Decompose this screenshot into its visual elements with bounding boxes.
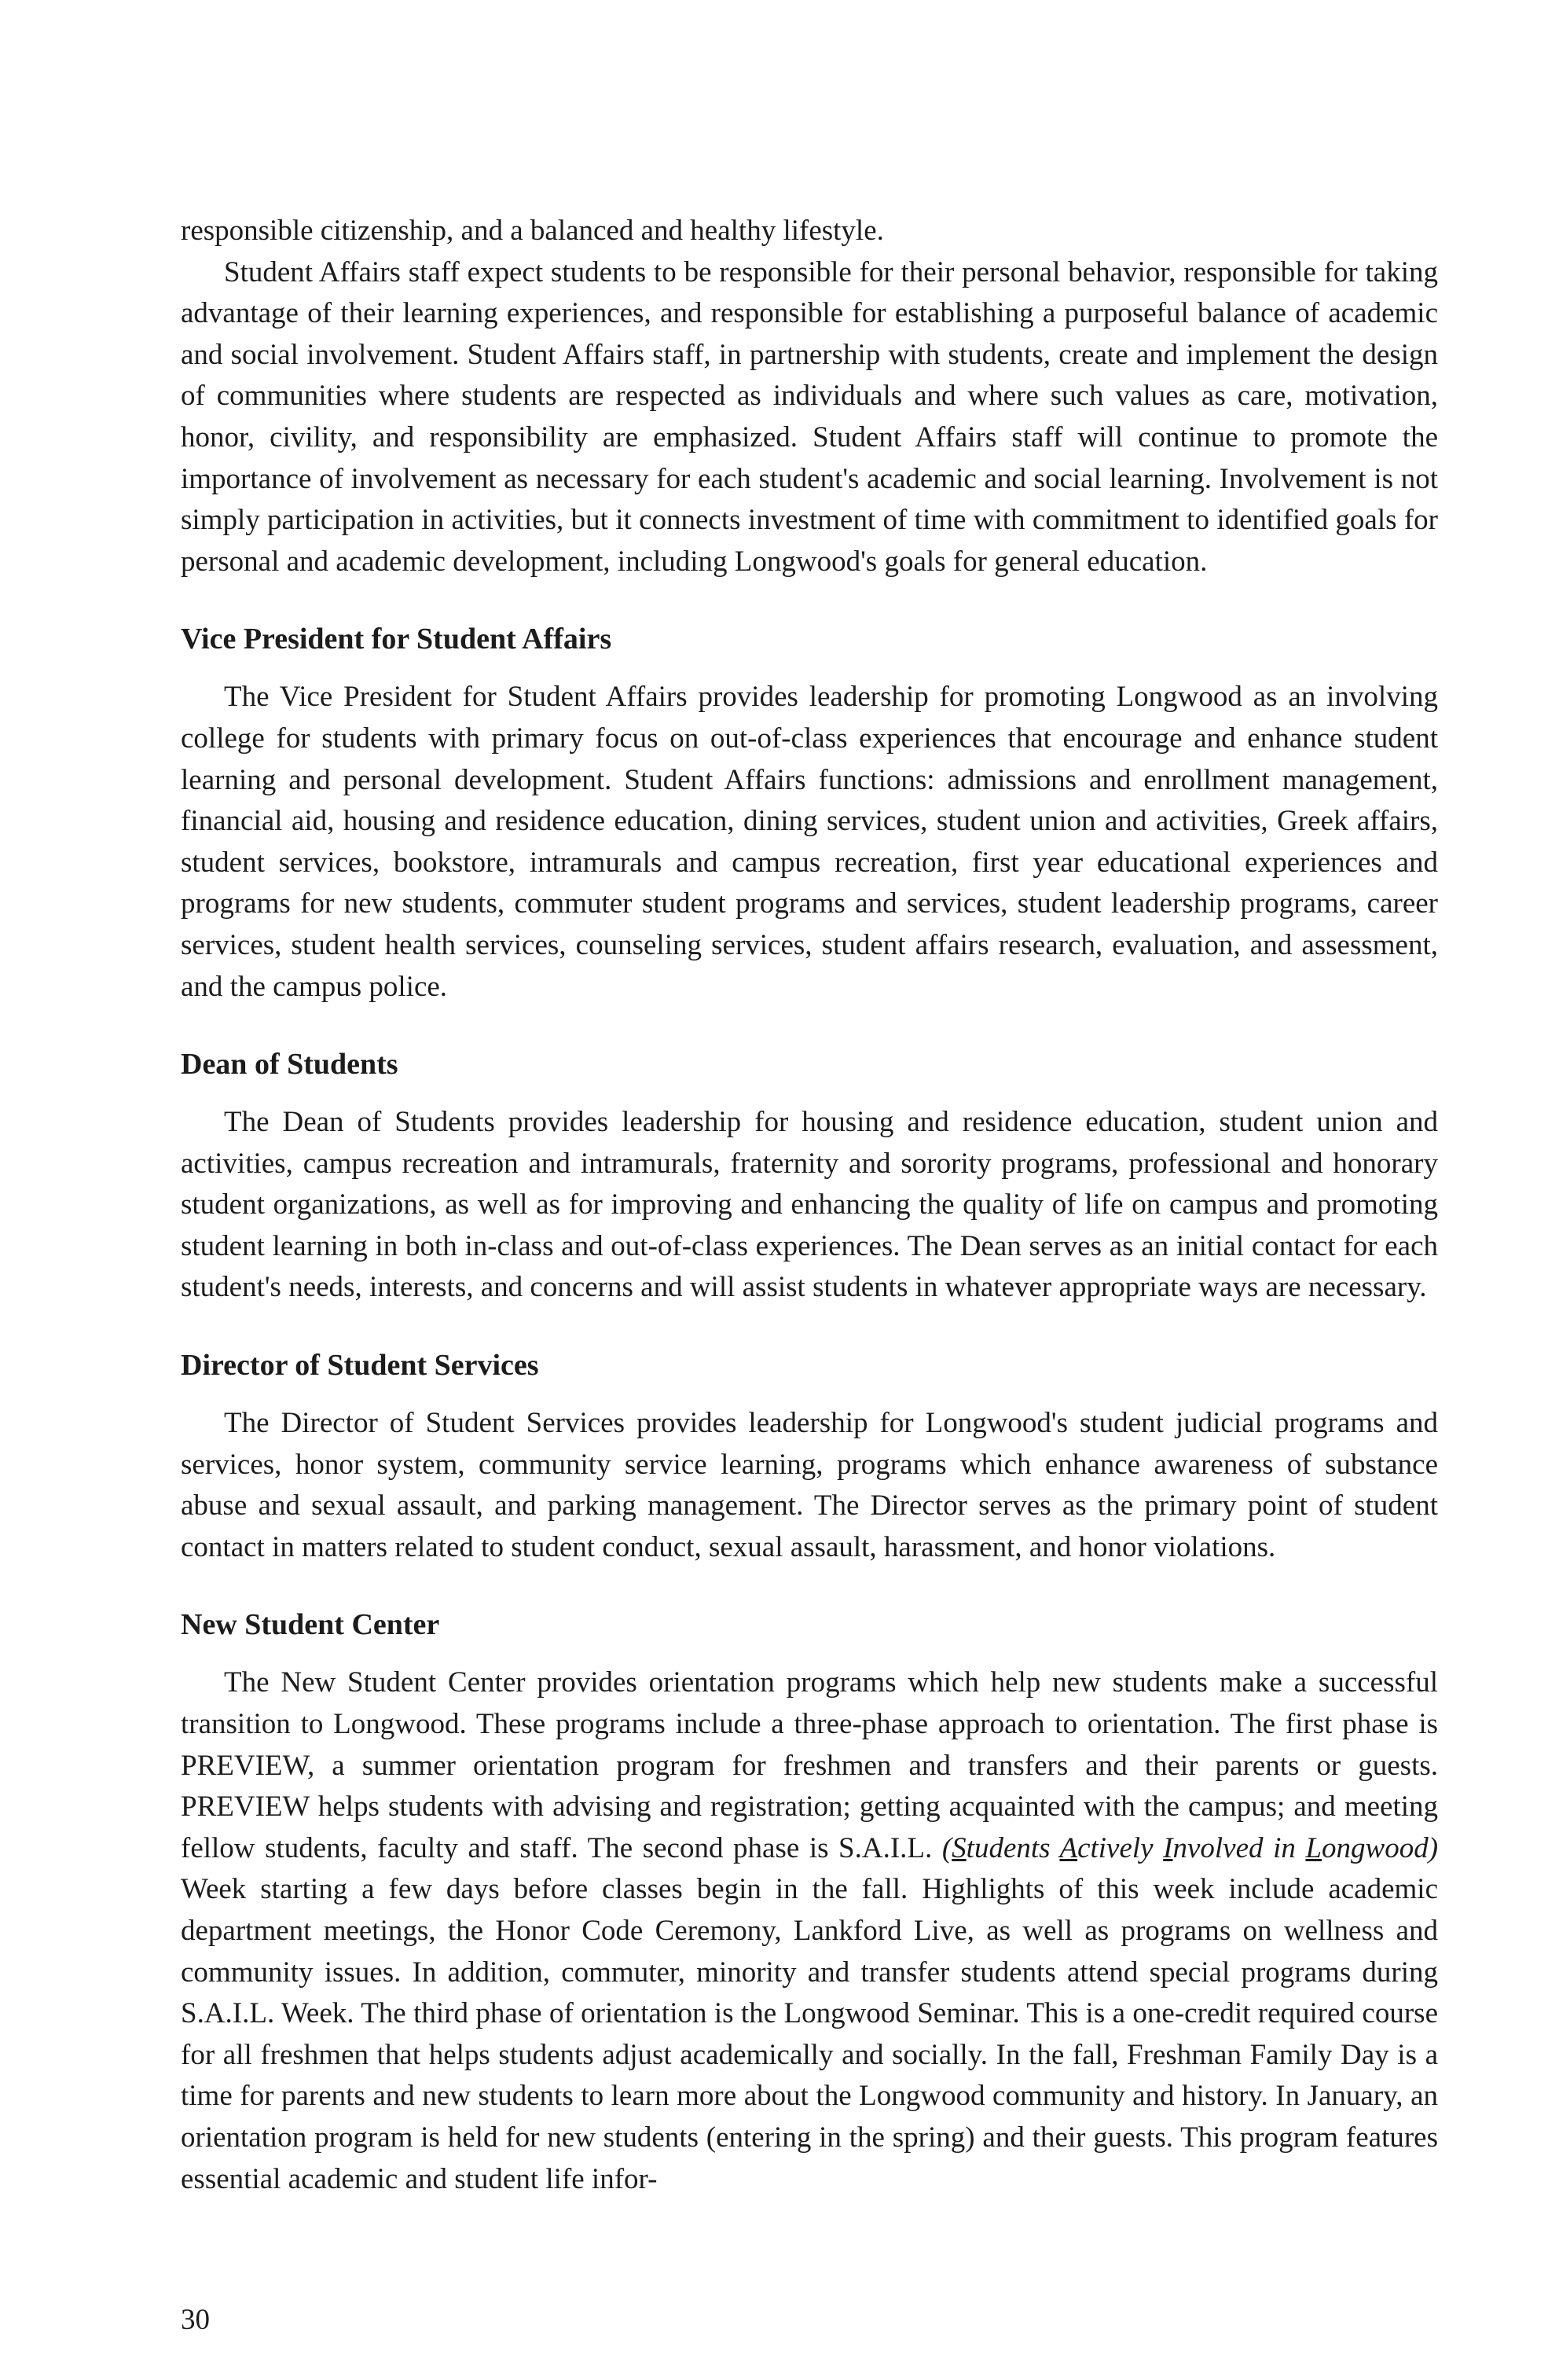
nsc-text-part-a: The New Student Center provides orientation programs which help new students make a successful transition to Longwood. These programs include a three-phase approach to orientation. The first phase is PREVIEW, a summer orientation program for freshmen and transfers and their parents or guests. PREVIEW helps students with advising and registration; getting acquainted with the campus; and meeting fellow students, faculty and staff. The second phase is S.A.I.L. [181, 1666, 1438, 1864]
opening-line: responsible citizenship, and a balanced and healthy lifestyle. [181, 215, 884, 247]
page-number: 30 [181, 2304, 210, 2336]
document-page [181, 211, 1438, 2333]
heading-director-student-services: Director of Student Services [181, 1349, 539, 1383]
heading-new-student-center: New Student Center [181, 1608, 440, 1642]
paragraph-new-student-center [181, 1662, 1438, 2200]
opening-paragraph: Student Affairs staff expect students to be responsible for their personal behavior, responsible for taking advantage of their learning experiences, and responsible for establishing a purposeful balance of academic and social involvement. Student Affairs staff, in partnership with students, create and implement the design of communities where students are respected as individuals and where such values as care, motivation, honor, civility, and responsibility are emphasized. Student Affairs staff will continue to promote the importance of involvement as necessary for each student's academic and social learning. Involvement is not simply participation in activities, but it connects investment of time with commitment to identified goals for personal and academic development, including Longwood's goals for general education. [181, 255, 1438, 578]
paragraph-director-student-services: The Director of Student Services provides leadership for Longwood's student judicial programs and services, honor system, community service learning, programs which enhance awareness of substance abuse and sexual assault, and parking management. The Director serves as the primary point of student contact in matters related to student conduct, sexual assault, harassment, and honor violations. [181, 1407, 1438, 1563]
heading-dean-of-students: Dean of Students [181, 1048, 398, 1082]
paragraph-vice-president: The Vice President for Student Affairs provides leadership for promoting Longwood as an involving college for students with primary focus on out-of-class experiences that encourage and enhance student learning and personal development. Student Affairs functions: admissions and enrollment management, financial aid, housing and residence education, dining services, student union and activities, Greek affairs, student services, bookstore, intramurals and campus recreation, first year educational experiences and programs for new students, commuter student programs and services, student leadership programs, career services, student health services, counseling services, student affairs research, evaluation, and assessment, and the campus police. [181, 681, 1438, 1003]
sail-expansion: (Students Actively Involved in Longwood) [941, 1831, 1439, 1864]
nsc-text-part-b: Week starting a few days before classes begin in the fall. Highlights of this week include academic department meetings, the Honor Code Ceremony, Lankford Live, as well as programs on wellness and community issues. In addition, commuter, minority and transfer students attend special programs during S.A.I.L. Week. The third phase of orientation is the Longwood Seminar. This is a one-credit required course for all freshmen that helps students adjust academically and socially. In the fall, Freshman Family Day is a time for parents and new students to learn more about the Longwood community and history. In January, an orientation program is held for new students (entering in the spring) and their guests. This program features essential academic and student life infor- [181, 1873, 1438, 2195]
paragraph-dean-of-students: The Dean of Students provides leadership for housing and residence education, student union and activities, campus recreation and intramurals, fraternity and sorority programs, professional and honorary student organizations, as well as for improving and enhancing the quality of life on campus and promoting student learning in both in-class and out-of-class experiences. The Dean serves as an initial contact for each student's needs, interests, and concerns and will assist students in whatever appropriate ways are necessary. [181, 1106, 1438, 1304]
heading-vice-president: Vice President for Student Affairs [181, 623, 612, 656]
